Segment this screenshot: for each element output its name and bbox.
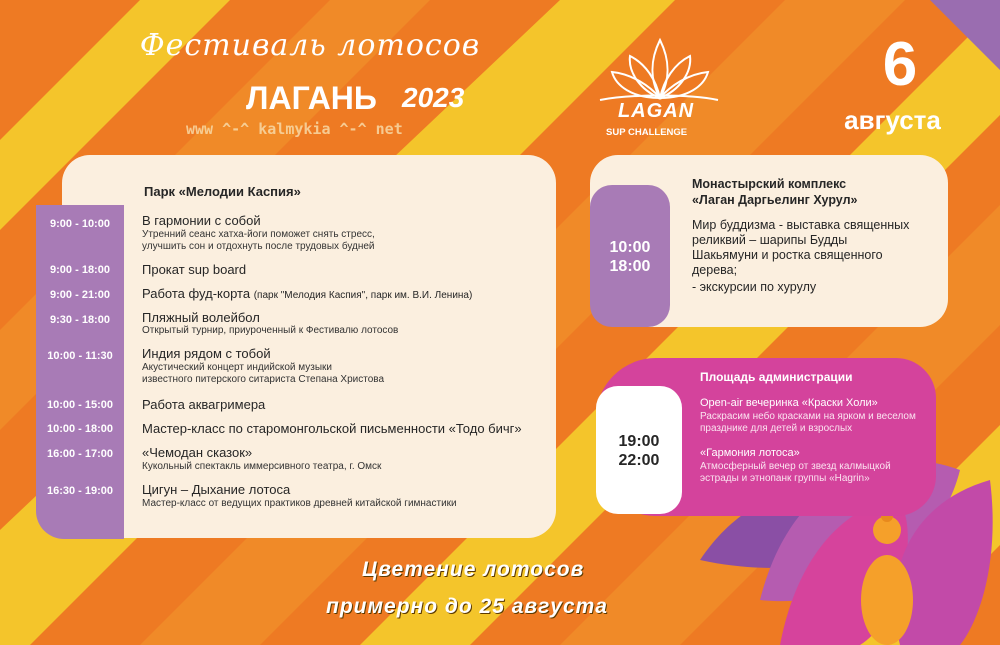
schedule-desc-line: Кукольный спектакль иммерсивного театра, г. Омск bbox=[142, 461, 382, 472]
administration-time bbox=[596, 432, 682, 470]
schedule-title: Прокат sup board bbox=[142, 262, 247, 277]
schedule-desc bbox=[142, 325, 542, 337]
monastery-time-start: 10:00 bbox=[609, 239, 651, 256]
monastery-desc-line: Мир буддизма - выставка священных bbox=[692, 218, 910, 232]
event-day: 6 bbox=[882, 30, 918, 99]
schedule-desc bbox=[142, 461, 542, 473]
monastery-time bbox=[590, 238, 670, 276]
schedule-time: 10:00 - 18:00 bbox=[46, 423, 114, 435]
schedule-title-text: Работа фуд-корта bbox=[142, 286, 251, 301]
schedule-desc-line: улучшить сон и отдохнуть после трудовых будней bbox=[142, 241, 375, 252]
schedule-time: 16:30 - 19:00 bbox=[46, 485, 114, 497]
schedule-desc-line: Мастер-класс от ведущих практиков древней китайской гимнастики bbox=[142, 498, 457, 509]
schedule-time: 9:00 - 10:00 bbox=[50, 218, 110, 230]
monastery-desc-line: реликвий – шарипы Будды bbox=[692, 233, 848, 247]
event-desc bbox=[700, 461, 930, 485]
footer-bloom-text: Цветение лотосов bbox=[362, 558, 585, 581]
administration-venue: Площадь администрации bbox=[700, 370, 853, 384]
event-title: «Гармония лотоса» bbox=[700, 447, 800, 459]
schedule-desc-line: Утренний сеанс хатха-йоги поможет снять стресс, bbox=[142, 229, 375, 240]
schedule-time: 9:00 - 18:00 bbox=[50, 264, 110, 276]
watermark: www ^-^ kalmykia ^-^ net bbox=[186, 120, 403, 138]
schedule-title: Индия рядом с тобой bbox=[142, 346, 271, 361]
festival-title: Фестиваль лотосов bbox=[139, 28, 481, 63]
schedule-title: «Чемодан сказок» bbox=[142, 445, 253, 460]
festival-year: 2023 bbox=[402, 82, 465, 113]
schedule-title: Пляжный волейбол bbox=[142, 310, 260, 325]
schedule-title: Работа аквагримера bbox=[142, 397, 266, 412]
schedule-time: 10:00 - 15:00 bbox=[46, 399, 114, 411]
schedule-note: (парк "Мелодия Каспия", парк им. В.И. Ленина) bbox=[253, 290, 473, 301]
schedule-time: 16:00 - 17:00 bbox=[46, 448, 114, 460]
administration-time-start: 19:00 bbox=[618, 433, 660, 450]
monastery-venue-line: «Лаган Даргьелинг Хурул» bbox=[692, 193, 858, 207]
schedule-desc bbox=[142, 229, 542, 253]
schedule-desc-line: Открытый турнир, приуроченный к Фестивалю лотосов bbox=[142, 325, 399, 336]
main-schedule-card bbox=[62, 155, 556, 538]
event-desc-line: празднике для детей и взрослых bbox=[700, 423, 853, 434]
event-desc bbox=[700, 411, 930, 435]
schedule-desc-line: известного питерского ситариста Степана Христова bbox=[142, 374, 385, 385]
monastery-desc-line: Шакьямуни и ростка священного bbox=[692, 248, 883, 262]
schedule-desc-line: Акустический концерт индийской музыки bbox=[142, 362, 333, 373]
footer-bloom-until: примерно до 25 августа bbox=[326, 595, 608, 618]
event-desc-line: Атмосферный вечер от звезд калмыцкой bbox=[700, 461, 891, 472]
schedule-title: Мастер-класс по старомонгольской письменности «Тодо бичг» bbox=[142, 421, 522, 436]
monastery-excursions: - экскурсии по хурулу bbox=[692, 280, 817, 294]
venue-park: Парк «Мелодии Каспия» bbox=[144, 184, 301, 199]
monastery-desc-line: дерева; bbox=[692, 263, 738, 277]
schedule-title: Цигун – Дыхание лотоса bbox=[142, 482, 291, 497]
schedule-desc bbox=[142, 498, 542, 510]
logo-name: LAGAN bbox=[618, 100, 695, 122]
schedule-time: 10:00 - 11:30 bbox=[47, 350, 113, 362]
event-month: августа bbox=[844, 105, 941, 135]
monastery-time-end: 18:00 bbox=[609, 258, 651, 275]
event-desc-line: Раскрасим небо красками на ярком и веселом bbox=[700, 411, 916, 422]
schedule-title bbox=[142, 286, 472, 301]
monastery-venue bbox=[692, 176, 857, 208]
event-title: Open-air вечеринка «Краски Холи» bbox=[700, 397, 878, 409]
schedule-time: 9:30 - 18:00 bbox=[50, 314, 110, 326]
logo-subtitle: SUP CHALLENGE bbox=[606, 127, 688, 138]
monastery-description bbox=[692, 218, 932, 278]
festival-city: ЛАГАНЬ bbox=[246, 80, 377, 116]
schedule-desc bbox=[142, 362, 542, 386]
event-desc-line: эстрады и этнопанк группы «Hagrin» bbox=[700, 473, 870, 484]
schedule-title: В гармонии с собой bbox=[142, 213, 261, 228]
monastery-venue-line: Монастырский комплекс bbox=[692, 177, 847, 191]
schedule-time: 9:00 - 21:00 bbox=[50, 289, 110, 301]
administration-time-end: 22:00 bbox=[618, 452, 660, 469]
